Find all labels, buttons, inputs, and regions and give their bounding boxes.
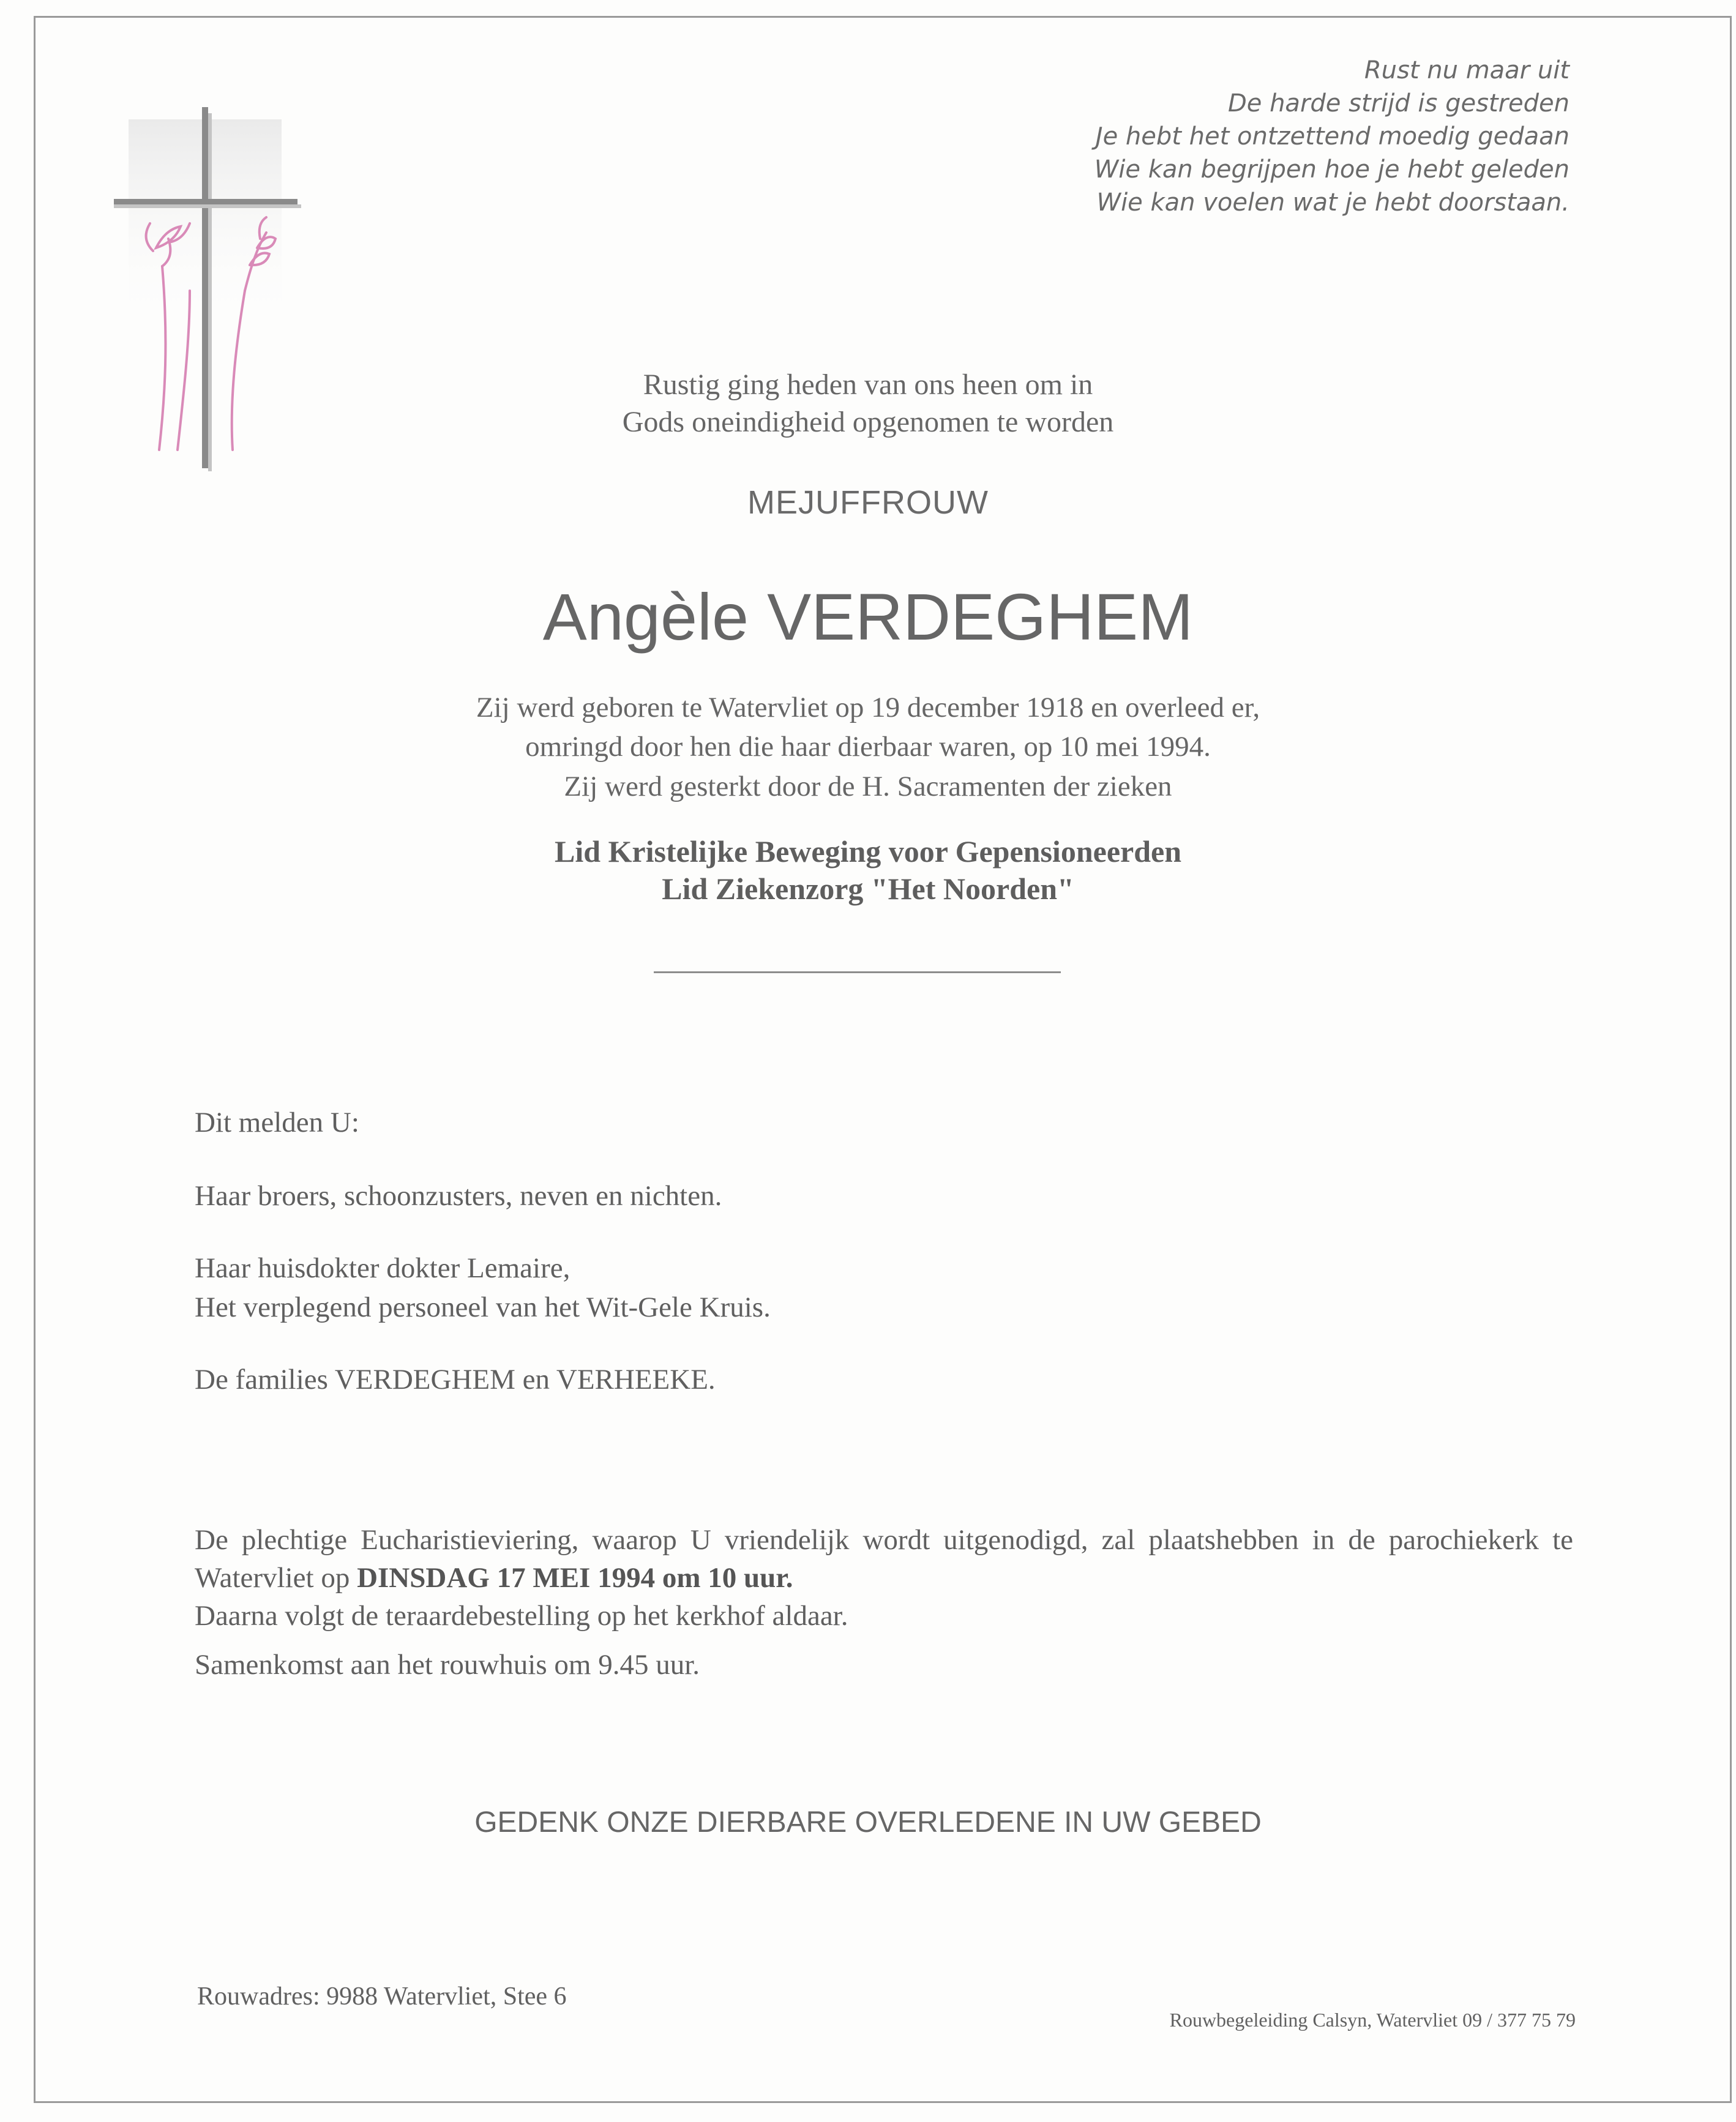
intro-line: Rustig ging heden van ons heen om in	[643, 368, 1093, 401]
deceased-name: Angèle VERDEGHEM	[542, 580, 1194, 654]
announcement-care	[195, 1249, 771, 1327]
announcement-families: De families VERDEGHEM en VERHEEKE.	[195, 1364, 716, 1395]
service-info	[195, 1521, 1573, 1684]
sacraments-line: Zij werd gesterkt door de H. Sacramenten der zieken	[564, 771, 1172, 802]
poem-line: Je hebt het ontzettend moedig gedaan	[1095, 122, 1570, 151]
announcement-care-line: Het verplegend personeel van het Wit-Gele Kruis.	[195, 1291, 771, 1323]
poem-line: De harde strijd is gestreden	[1227, 89, 1570, 118]
intro-line: Gods oneindigheid opgenomen te worden	[622, 406, 1114, 438]
bio-line: Zij werd geboren te Watervliet op 19 december 1918 en overleed er,	[476, 692, 1260, 723]
service-date: DINSDAG 17 MEI 1994 om 10 uur.	[357, 1562, 793, 1594]
announcement-intro: Dit melden U:	[195, 1107, 359, 1138]
divider	[654, 971, 1061, 973]
honorific-title: MEJUFFROUW	[747, 484, 989, 521]
mourning-address: Rouwadres: 9988 Watervliet, Stee 6	[197, 1982, 567, 2011]
poem-line: Rust nu maar uit	[1364, 56, 1570, 84]
bio-text	[0, 688, 1736, 766]
service-text: De plechtige Eucharistieviering, waarop U vriendelijk wordt uitgenodigd, zal plaatshebben in de parochiekerk te Watervliet op	[195, 1524, 1573, 1594]
closing-line: GEDENK ONZE DIERBARE OVERLEDENE IN UW GEBED	[474, 1806, 1262, 1839]
membership-item: Lid Ziekenzorg "Het Noorden"	[662, 872, 1074, 906]
poem-line: Wie kan begrijpen hoe je hebt geleden	[1094, 155, 1570, 184]
gathering-line: Samenkomst aan het rouwhuis om 9.45 uur.	[195, 1649, 700, 1681]
membership-item: Lid Kristelijke Beweging voor Gepensioneerden	[554, 834, 1182, 869]
intro-text	[0, 366, 1736, 441]
bio-line: omringd door hen die haar dierbaar waren, op 10 mei 1994.	[525, 731, 1211, 763]
service-paragraph	[195, 1521, 1573, 1597]
burial-line: Daarna volgt de teraardebestelling op het kerkhof aldaar.	[195, 1600, 848, 1632]
poem-line: Wie kan voelen wat je hebt doorstaan.	[1096, 189, 1570, 217]
poem	[1094, 54, 1570, 219]
announcement-care-line: Haar huisdokter dokter Lemaire,	[195, 1252, 571, 1284]
memberships	[0, 833, 1736, 908]
funeral-home: Rouwbegeleiding Calsyn, Watervliet 09 / 377 75 79	[1169, 2009, 1576, 2031]
announcement-family: Haar broers, schoonzusters, neven en nichten.	[195, 1180, 722, 1212]
